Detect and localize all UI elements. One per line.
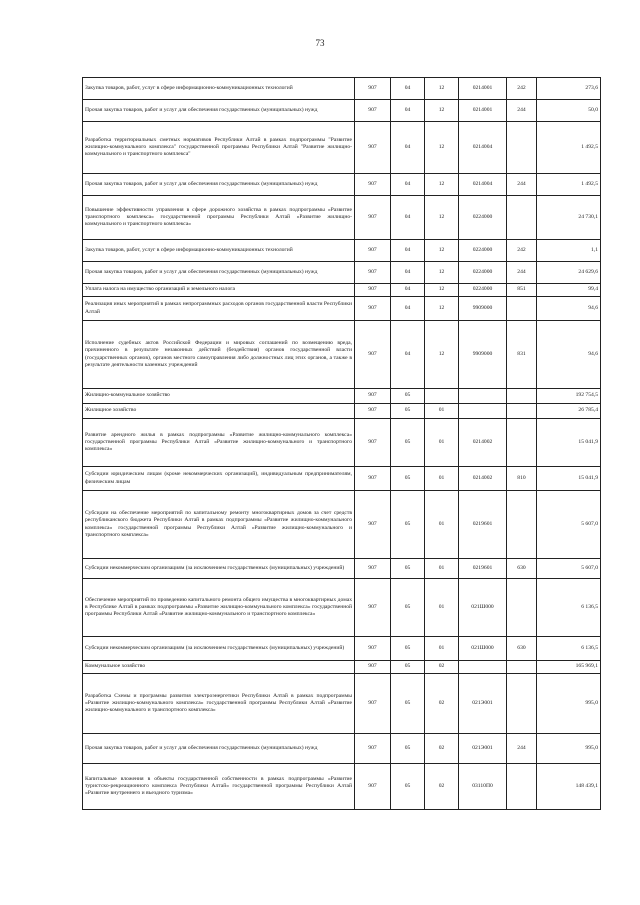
row-vr-cell: [507, 297, 537, 321]
row-sum-cell: 995,0: [537, 674, 601, 734]
row-vr-cell: 851: [507, 284, 537, 297]
table-row: [83, 297, 601, 321]
row-name-cell: Прочая закупка товаров, работ и услуг для обеспечения государственных (муниципальных) нужд: [83, 262, 355, 284]
row-vr-cell: [507, 491, 537, 559]
row-name-cell: Жилищно-коммунальное хозяйство: [83, 389, 355, 404]
row-ved-cell: 907: [355, 389, 391, 404]
row-ved-cell: 907: [355, 419, 391, 467]
row-vr-cell: 831: [507, 321, 537, 389]
row-pr-cell: 12: [425, 297, 459, 321]
row-rz-cell: 05: [391, 637, 425, 661]
row-sum-cell: 5 607,0: [537, 491, 601, 559]
row-csr-cell: 021Э001: [459, 734, 507, 764]
row-vr-cell: [507, 404, 537, 419]
row-pr-cell: 02: [425, 764, 459, 810]
row-rz-cell: 05: [391, 404, 425, 419]
row-csr-cell: [459, 404, 507, 419]
table-row: [83, 764, 601, 810]
row-csr-cell: 0214004: [459, 174, 507, 196]
row-ved-cell: 907: [355, 262, 391, 284]
row-sum-cell: 94,6: [537, 297, 601, 321]
table-row: [83, 491, 601, 559]
row-sum-cell: 6 136,5: [537, 637, 601, 661]
table-row: [83, 122, 601, 174]
table-row: [83, 579, 601, 637]
row-csr-cell: 021Э001: [459, 674, 507, 734]
row-csr-cell: 9909000: [459, 321, 507, 389]
row-sum-cell: 24 629,6: [537, 262, 601, 284]
row-sum-cell: 50,0: [537, 100, 601, 122]
row-sum-cell: 165 969,1: [537, 661, 601, 674]
row-rz-cell: 04: [391, 297, 425, 321]
row-name-cell: Прочая закупка товаров, работ и услуг для обеспечения государственных (муниципальных) нужд: [83, 734, 355, 764]
row-vr-cell: 244: [507, 100, 537, 122]
row-sum-cell: 1 492,5: [537, 174, 601, 196]
row-ved-cell: 907: [355, 559, 391, 579]
table-row: [83, 419, 601, 467]
row-name-cell: Уплата налога на имущество организаций и земельного налога: [83, 284, 355, 297]
table-row: [83, 240, 601, 262]
row-sum-cell: 1 492,5: [537, 122, 601, 174]
row-ved-cell: 907: [355, 78, 391, 100]
row-ved-cell: 907: [355, 764, 391, 810]
row-ved-cell: 907: [355, 240, 391, 262]
row-rz-cell: 05: [391, 389, 425, 404]
table-row: [83, 284, 601, 297]
row-ved-cell: 907: [355, 174, 391, 196]
row-vr-cell: [507, 764, 537, 810]
row-rz-cell: 04: [391, 284, 425, 297]
row-sum-cell: 5 607,0: [537, 559, 601, 579]
row-name-cell: Прочая закупка товаров, работ и услуг для обеспечения государственных (муниципальных) нужд: [83, 100, 355, 122]
row-name-cell: Субсидии юридическим лицам (кроме некоммерческих организаций), индивидуальным предпринимателям, физическим лицам: [83, 467, 355, 491]
row-rz-cell: 04: [391, 122, 425, 174]
row-name-cell: Субсидии на обеспечение мероприятий по капитальному ремонту многоквартирных домов за счет средств республиканского бюджета Республики Алтай в рамках подпрограммы «Развитие жилищно-коммунального комплекса» государственной программы Республики Алтай «Развитие жилищно-коммунального и транспортного комплекса»: [83, 491, 355, 559]
row-pr-cell: 01: [425, 637, 459, 661]
table-row: [83, 467, 601, 491]
row-vr-cell: [507, 579, 537, 637]
row-pr-cell: [425, 389, 459, 404]
row-pr-cell: 02: [425, 661, 459, 674]
row-ved-cell: 907: [355, 321, 391, 389]
row-pr-cell: 02: [425, 674, 459, 734]
row-csr-cell: 0214004: [459, 122, 507, 174]
row-rz-cell: 05: [391, 491, 425, 559]
row-ved-cell: 907: [355, 491, 391, 559]
row-pr-cell: 12: [425, 196, 459, 240]
row-vr-cell: [507, 419, 537, 467]
row-pr-cell: 12: [425, 78, 459, 100]
row-ved-cell: 907: [355, 196, 391, 240]
row-vr-cell: 630: [507, 637, 537, 661]
table-row: [83, 674, 601, 734]
row-rz-cell: 05: [391, 734, 425, 764]
row-rz-cell: 05: [391, 661, 425, 674]
row-ved-cell: 907: [355, 579, 391, 637]
row-sum-cell: 1,1: [537, 240, 601, 262]
row-vr-cell: 242: [507, 240, 537, 262]
row-sum-cell: 15 041,9: [537, 467, 601, 491]
row-vr-cell: [507, 389, 537, 404]
table-row: [83, 174, 601, 196]
budget-table-body: [83, 78, 601, 810]
row-csr-cell: 0219601: [459, 491, 507, 559]
row-pr-cell: 12: [425, 240, 459, 262]
row-rz-cell: 04: [391, 262, 425, 284]
row-ved-cell: 907: [355, 674, 391, 734]
row-rz-cell: 05: [391, 764, 425, 810]
row-name-cell: Исполнение судебных актов Российской Федерации и мировых соглашений по возмещению вреда, причиненного в результате незаконных действий (бездействия) органов государственной власти (государственных органов), органов местного самоуправления либо должностных лиц этих органов, а также в результате деятельности казенных учреждений: [83, 321, 355, 389]
row-vr-cell: 244: [507, 262, 537, 284]
row-csr-cell: 9909000: [459, 297, 507, 321]
row-pr-cell: 01: [425, 467, 459, 491]
row-sum-cell: 6 136,5: [537, 579, 601, 637]
row-vr-cell: [507, 196, 537, 240]
row-csr-cell: 0214002: [459, 419, 507, 467]
row-vr-cell: [507, 122, 537, 174]
table-row: [83, 661, 601, 674]
row-vr-cell: 810: [507, 467, 537, 491]
row-csr-cell: 0224000: [459, 262, 507, 284]
row-csr-cell: 0224000: [459, 284, 507, 297]
row-ved-cell: 907: [355, 284, 391, 297]
page-number: 73: [315, 38, 325, 48]
row-sum-cell: 273,6: [537, 78, 601, 100]
table-row: [83, 559, 601, 579]
row-pr-cell: 12: [425, 262, 459, 284]
row-name-cell: Развитие арендного жилья в рамках подпрограммы «Развитие жилищно-коммунального комплекса» государственной программы Республики Алтай «Развитие жилищно-коммунального и транспортного комплекса»: [83, 419, 355, 467]
table-row: [83, 321, 601, 389]
row-name-cell: Прочая закупка товаров, работ и услуг для обеспечения государственных (муниципальных) нужд: [83, 174, 355, 196]
row-pr-cell: 12: [425, 321, 459, 389]
row-rz-cell: 05: [391, 467, 425, 491]
row-name-cell: Коммунальное хозяйство: [83, 661, 355, 674]
row-pr-cell: 01: [425, 579, 459, 637]
row-pr-cell: 01: [425, 491, 459, 559]
row-pr-cell: 02: [425, 734, 459, 764]
row-pr-cell: 12: [425, 122, 459, 174]
row-vr-cell: 242: [507, 78, 537, 100]
row-ved-cell: 907: [355, 100, 391, 122]
row-name-cell: Закупка товаров, работ, услуг в сфере информационно-коммуникационных технологий: [83, 240, 355, 262]
row-rz-cell: 04: [391, 321, 425, 389]
row-sum-cell: 995,0: [537, 734, 601, 764]
row-rz-cell: 04: [391, 100, 425, 122]
row-csr-cell: 0214001: [459, 78, 507, 100]
row-csr-cell: 0214001: [459, 100, 507, 122]
row-ved-cell: 907: [355, 734, 391, 764]
row-csr-cell: 03110П0: [459, 764, 507, 810]
row-pr-cell: 12: [425, 284, 459, 297]
row-name-cell: Жилищное хозяйство: [83, 404, 355, 419]
row-sum-cell: 26 785,4: [537, 404, 601, 419]
row-csr-cell: [459, 389, 507, 404]
row-ved-cell: 907: [355, 122, 391, 174]
row-name-cell: Разработка Схемы и программы развития электроэнергетики Республики Алтай в рамках подпрограммы «Развитие жилищно-коммунального комплекса» государственной программы Республики Алтай «Развитие жилищно-коммунального и транспортного комплекса»: [83, 674, 355, 734]
row-csr-cell: 0214002: [459, 467, 507, 491]
table-row: [83, 389, 601, 404]
table-row: [83, 100, 601, 122]
budget-table: [82, 77, 601, 810]
table-row: [83, 404, 601, 419]
table-row: [83, 734, 601, 764]
row-csr-cell: 0224000: [459, 240, 507, 262]
row-ved-cell: 907: [355, 637, 391, 661]
row-rz-cell: 04: [391, 174, 425, 196]
row-ved-cell: 907: [355, 297, 391, 321]
row-csr-cell: 021Ш000: [459, 637, 507, 661]
row-ved-cell: 907: [355, 404, 391, 419]
row-sum-cell: 99,4: [537, 284, 601, 297]
row-pr-cell: 12: [425, 100, 459, 122]
row-sum-cell: 94,6: [537, 321, 601, 389]
row-sum-cell: 24 730,1: [537, 196, 601, 240]
row-pr-cell: 01: [425, 559, 459, 579]
table-row: [83, 78, 601, 100]
row-vr-cell: 630: [507, 559, 537, 579]
row-sum-cell: 148 439,1: [537, 764, 601, 810]
row-name-cell: Повышение эффективности управления в сфере дорожного хозяйства в рамках подпрограммы «Развитие транспортного комплекса» государственной программы Республики Алтай «Развитие жилищно-коммунального и транспортного комплекса»: [83, 196, 355, 240]
row-vr-cell: [507, 661, 537, 674]
row-vr-cell: [507, 674, 537, 734]
table-row: [83, 637, 601, 661]
row-vr-cell: 244: [507, 174, 537, 196]
row-rz-cell: 04: [391, 240, 425, 262]
table-row: [83, 196, 601, 240]
row-csr-cell: [459, 661, 507, 674]
row-pr-cell: 01: [425, 419, 459, 467]
row-name-cell: Субсидии некоммерческим организациям (за исключением государственных (муниципальных) учреждений): [83, 559, 355, 579]
row-name-cell: Обеспечение мероприятий по проведению капитального ремонта общего имущества в многоквартирных домах в Республике Алтай в рамках подпрограммы «Развитие жилищно-коммунального комплекса» государственной программы Республики Алтай «Развитие жилищно-коммунального и транспортного комплекса»: [83, 579, 355, 637]
row-name-cell: Реализация иных мероприятий в рамках непрограммных расходов органов государственной власти Республики Алтай: [83, 297, 355, 321]
row-ved-cell: 907: [355, 661, 391, 674]
row-pr-cell: 12: [425, 174, 459, 196]
row-rz-cell: 05: [391, 419, 425, 467]
row-rz-cell: 04: [391, 78, 425, 100]
row-csr-cell: 0219601: [459, 559, 507, 579]
row-csr-cell: 021Ш000: [459, 579, 507, 637]
row-sum-cell: 192 754,5: [537, 389, 601, 404]
row-vr-cell: 244: [507, 734, 537, 764]
row-name-cell: Разработка территориальных сметных нормативов Республики Алтай в рамках подпрограммы "Развитие жилищно-коммунального комплекса" государственной программы Республики Алтай "Развитие жилищно-коммунального и транспортного комплекса": [83, 122, 355, 174]
row-pr-cell: 01: [425, 404, 459, 419]
row-rz-cell: 04: [391, 196, 425, 240]
table-row: [83, 262, 601, 284]
row-name-cell: Капитальные вложения в объекты государственной собственности в рамках подпрограммы «Развитие туристско-рекреационного комплекса Республики Алтай» государственной программы Республики Алтай «Развитие внутреннего и въездного туризма»: [83, 764, 355, 810]
row-rz-cell: 05: [391, 559, 425, 579]
row-rz-cell: 05: [391, 579, 425, 637]
row-csr-cell: 0224000: [459, 196, 507, 240]
row-name-cell: Субсидии некоммерческим организациям (за исключением государственных (муниципальных) учреждений): [83, 637, 355, 661]
row-name-cell: Закупка товаров, работ, услуг в сфере информационно-коммуникационных технологий: [83, 78, 355, 100]
row-sum-cell: 15 041,9: [537, 419, 601, 467]
row-ved-cell: 907: [355, 467, 391, 491]
row-rz-cell: 05: [391, 674, 425, 734]
